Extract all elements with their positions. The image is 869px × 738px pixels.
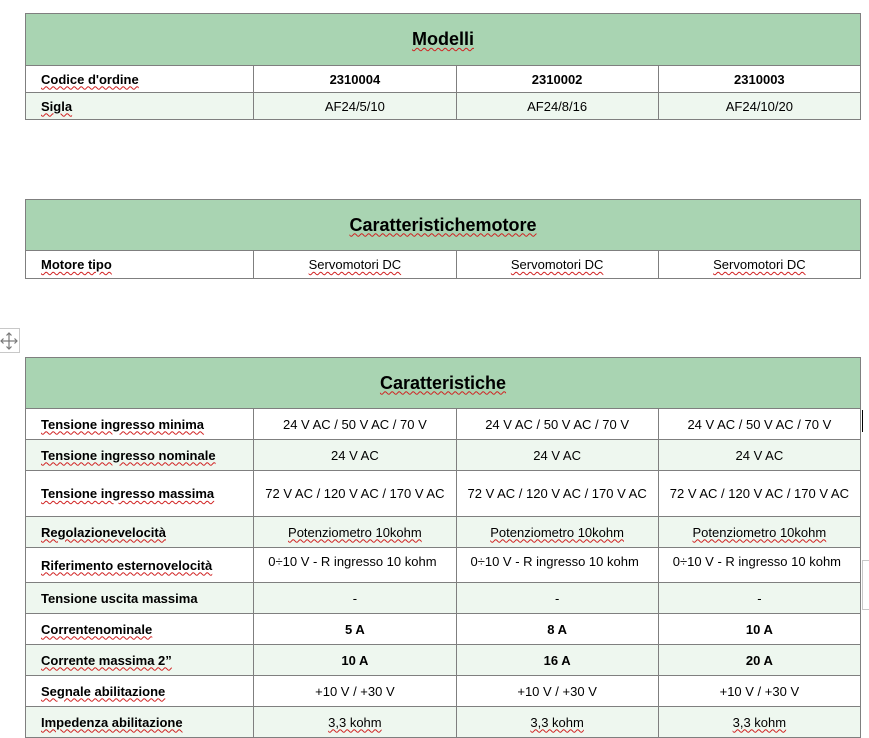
table-row — [26, 548, 861, 583]
table-row — [26, 676, 861, 707]
cell: - — [254, 583, 456, 614]
cell: - — [658, 583, 860, 614]
cell: +10 V / +30 V — [254, 676, 456, 707]
cell: 2310003 — [658, 66, 860, 93]
specs-table — [25, 357, 861, 738]
cell: 0÷10 V - R ingresso 10 kohm — [658, 548, 860, 583]
table-row — [26, 517, 861, 548]
cell: 2310002 — [456, 66, 658, 93]
table-row — [26, 583, 861, 614]
cell: Servomotori DC — [456, 251, 658, 279]
cell: +10 V / +30 V — [456, 676, 658, 707]
table-row — [26, 471, 861, 517]
row-label: Motore tipo — [26, 251, 254, 279]
cell: 0÷10 V - R ingresso 10 kohm — [254, 548, 456, 583]
row-label: Codice d'ordine — [26, 66, 254, 93]
motor-table — [25, 199, 861, 279]
cell: 24 V AC — [456, 440, 658, 471]
cell: 24 V AC / 50 V AC / 70 V — [456, 409, 658, 440]
table-row — [26, 251, 861, 279]
cell: Potenziometro 10kohm — [254, 517, 456, 548]
cell: 2310004 — [254, 66, 456, 93]
cell: Servomotori DC — [254, 251, 456, 279]
models-title: Modelli — [26, 14, 861, 66]
move-arrows-icon[interactable] — [0, 328, 20, 353]
cell: 72 V AC / 120 V AC / 170 V AC — [658, 471, 860, 517]
cell: 5 A — [254, 614, 456, 645]
cell: 10 A — [254, 645, 456, 676]
cell: AF24/10/20 — [658, 93, 860, 120]
row-label: Riferimento esternovelocità — [26, 548, 254, 583]
table-row — [26, 93, 861, 120]
cell: 24 V AC — [658, 440, 860, 471]
cell: 0÷10 V - R ingresso 10 kohm — [456, 548, 658, 583]
table-row — [26, 66, 861, 93]
cell: 3,3 kohm — [254, 707, 456, 738]
motor-title: Caratteristichemotore — [26, 200, 861, 251]
cell: AF24/8/16 — [456, 93, 658, 120]
row-label: Correntenominale — [26, 614, 254, 645]
cell: Servomotori DC — [658, 251, 860, 279]
table-row — [26, 707, 861, 738]
cell: 72 V AC / 120 V AC / 170 V AC — [254, 471, 456, 517]
cell: +10 V / +30 V — [658, 676, 860, 707]
row-resize-handle[interactable] — [862, 560, 869, 610]
cell: 24 V AC / 50 V AC / 70 V — [254, 409, 456, 440]
cell: 3,3 kohm — [456, 707, 658, 738]
cell: Potenziometro 10kohm — [658, 517, 860, 548]
specs-title: Caratteristiche — [26, 358, 861, 409]
row-label: Tensione ingresso nominale — [26, 440, 254, 471]
row-label: Tensione uscita massima — [26, 583, 254, 614]
cell: 24 V AC — [254, 440, 456, 471]
cell: 10 A — [658, 614, 860, 645]
row-label: Tensione ingresso massima — [26, 471, 254, 517]
table-row — [26, 645, 861, 676]
table-row — [26, 440, 861, 471]
row-label: Regolazionevelocità — [26, 517, 254, 548]
row-label: Tensione ingresso minima — [26, 409, 254, 440]
cell: 16 A — [456, 645, 658, 676]
row-label: Sigla — [26, 93, 254, 120]
row-label: Impedenza abilitazione — [26, 707, 254, 738]
row-label: Corrente massima 2” — [26, 645, 254, 676]
text-cursor — [862, 410, 863, 432]
cell: 72 V AC / 120 V AC / 170 V AC — [456, 471, 658, 517]
table-row — [26, 409, 861, 440]
row-label: Segnale abilitazione — [26, 676, 254, 707]
cell: 20 A — [658, 645, 860, 676]
cell: 8 A — [456, 614, 658, 645]
cell: 24 V AC / 50 V AC / 70 V — [658, 409, 860, 440]
cell: - — [456, 583, 658, 614]
cell: Potenziometro 10kohm — [456, 517, 658, 548]
cell: 3,3 kohm — [658, 707, 860, 738]
cell: AF24/5/10 — [254, 93, 456, 120]
table-row — [26, 614, 861, 645]
models-table — [25, 13, 861, 120]
